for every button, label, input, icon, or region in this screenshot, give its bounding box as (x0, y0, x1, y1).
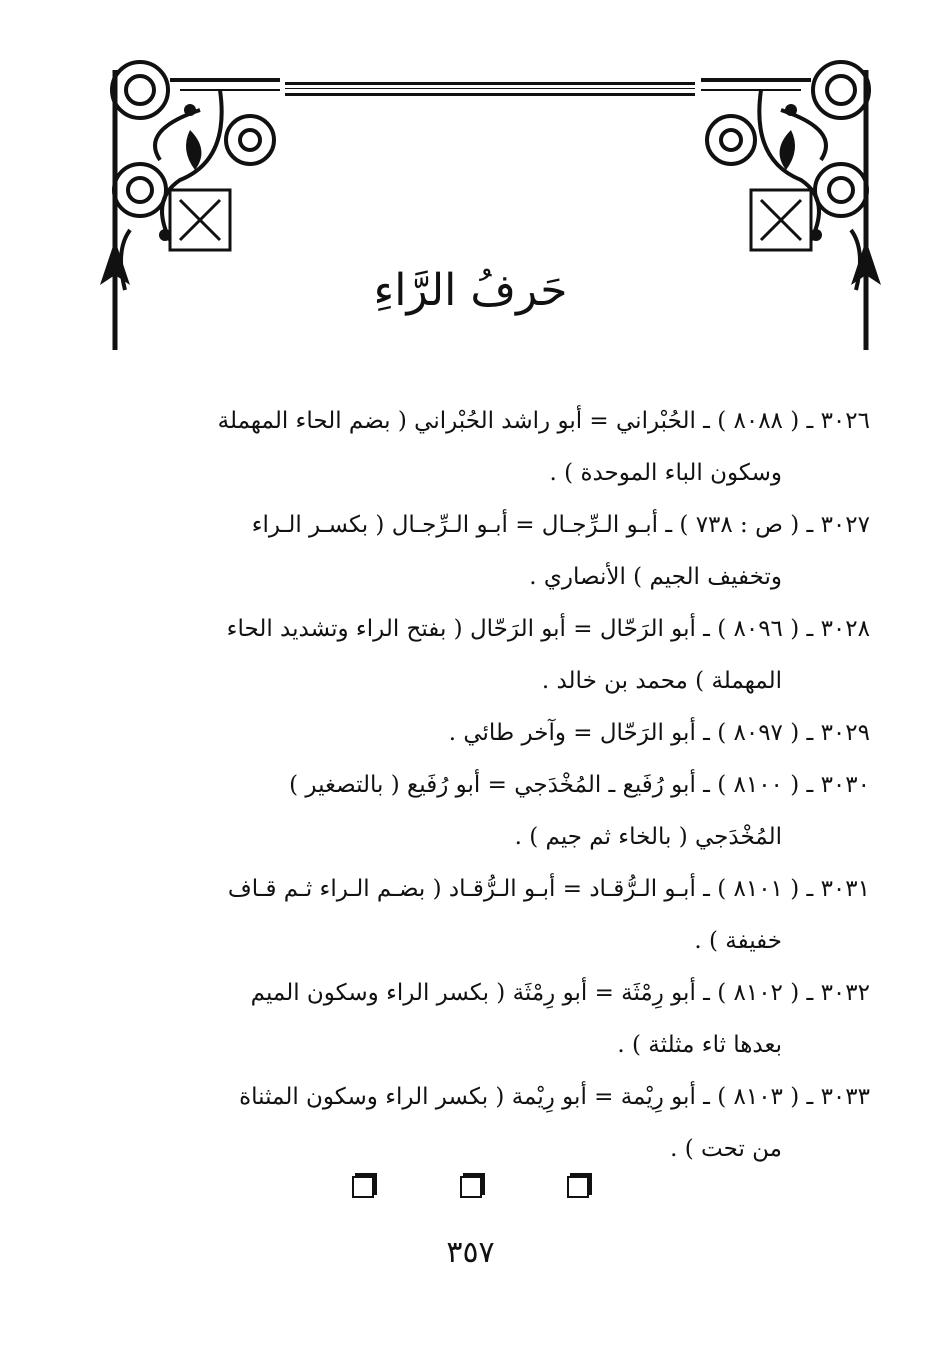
entry-3031 (118, 863, 870, 967)
entry-line1: ٣٠٢٩ ـ ( ٨٠٩٧ ) ـ أبو الرَحّال = وآخر طائي . (448, 720, 870, 746)
entry-3029 (118, 707, 870, 759)
entry-3028 (118, 603, 870, 707)
entry-line2: وسكون الباء الموحدة ) . (549, 460, 782, 486)
entry-line1: ٣٠٣١ ـ ( ٨١٠١ ) ـ أبـو الـرُّقـاد = أبـو الـرُّقـاد ( بضـم الـراء ثـم قـاف (227, 876, 870, 902)
separator-box-icon (567, 1176, 589, 1198)
separator-box-icon (460, 1176, 482, 1198)
entry-line2: المهملة ) محمد بن خالد . (541, 668, 782, 694)
entries-list (118, 395, 870, 1175)
entry-line1: ٣٠٢٧ ـ ( ص : ٧٣٨ ) ـ أبـو الـرِّجـال = أبـو الـرِّجـال ( بكسـر الـراء (251, 512, 870, 538)
entry-line1: ٣٠٣٣ ـ ( ٨١٠٣ ) ـ أبو رِيْمة = أبو رِيْمة ( بكسر الراء وسكون المثناة (239, 1084, 870, 1110)
entry-line1: ٣٠٢٦ ـ ( ٨٠٨٨ ) ـ الحُبْراني = أبو راشد الحُبْراني ( بضم الحاء المهملة (217, 408, 870, 434)
entry-line2: المُخْدَجي ( بالخاء ثم جيم ) . (514, 824, 782, 850)
entry-3030 (118, 759, 870, 863)
entry-line2: وتخفيف الجيم ) الأنصاري . (529, 564, 782, 590)
chapter-title: حَرفُ الرَّاءِ (373, 265, 568, 316)
entry-3033 (118, 1071, 870, 1175)
entry-line1: ٣٠٢٨ ـ ( ٨٠٩٦ ) ـ أبو الرَحّال = أبو الرَحّال ( بفتح الراء وتشديد الحاء (226, 616, 870, 642)
entry-line2: خفيفة ) . (694, 928, 782, 954)
page-number: ٣٥٧ (446, 1235, 495, 1270)
section-separator (0, 1176, 941, 1202)
entry-line2: بعدها ثاء مثلثة ) . (617, 1032, 782, 1058)
separator-box-icon (352, 1176, 374, 1198)
entry-line1: ٣٠٣٠ ـ ( ٨١٠٠ ) ـ أبو رُفَيع ـ المُخْدَجي = أبو رُفَيع ( بالتصغير ) (289, 772, 870, 798)
entry-line2: من تحت ) . (670, 1136, 782, 1162)
entry-3026 (118, 395, 870, 499)
entry-line1: ٣٠٣٢ ـ ( ٨١٠٢ ) ـ أبو رِمْثَة = أبو رِمْثَة ( بكسر الراء وسكون الميم (250, 980, 870, 1006)
entry-3027 (118, 499, 870, 603)
entry-3032 (118, 967, 870, 1071)
header-frame-rule (285, 82, 695, 96)
